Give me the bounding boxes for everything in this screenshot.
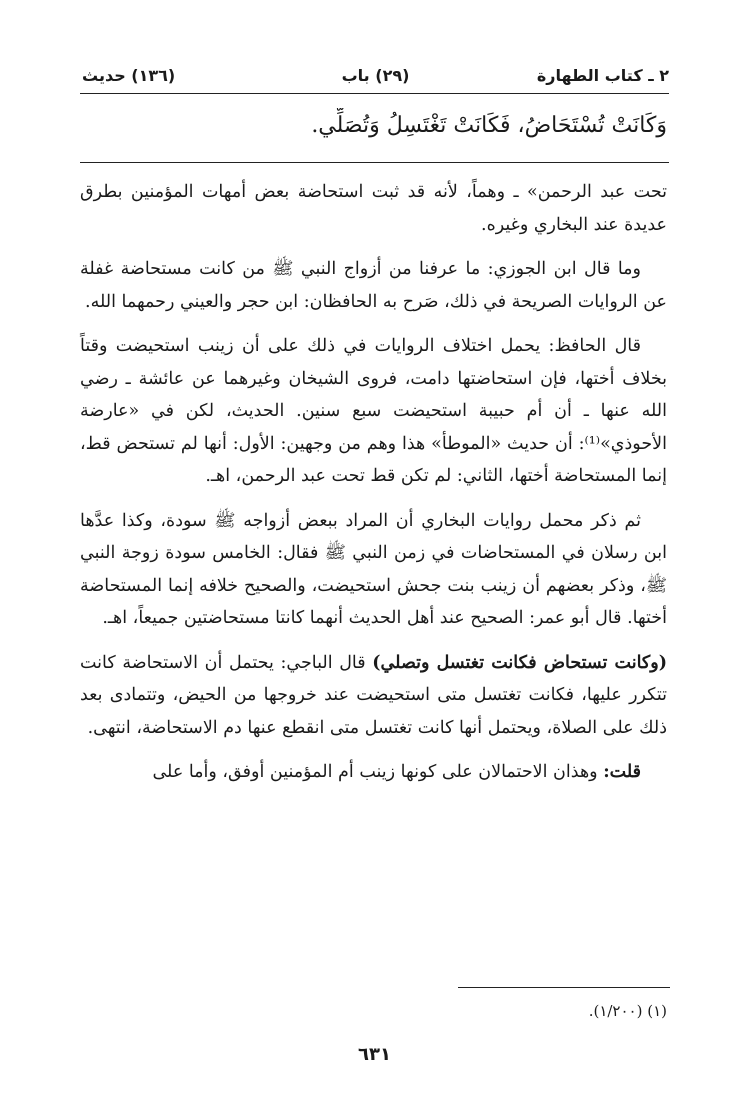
running-header	[82, 66, 669, 92]
quoted-phrase: (وكانت تستحاض فكانت تغتسل وتصلي)	[372, 652, 667, 673]
header-hadith-number: (١٣٦) حديث	[82, 66, 176, 85]
header-book-title: ٢ ـ كتاب الطهارة	[536, 66, 669, 85]
page-number: ٦٣١	[358, 1044, 391, 1065]
text-divider	[80, 162, 669, 163]
note-label: قلت:	[603, 762, 641, 782]
paragraph: تحت عبد الرحمن» ـ وهماً، لأنه قد ثبت استحاضة بعض أمهات المؤمنين بطرق عديدة عند البخاري وغيره.	[80, 182, 667, 235]
footnote: (١) (١/٢٠٠).	[588, 1002, 667, 1020]
paragraph: وما قال ابن الجوزي: ما عرفنا من أزواج النبي ﷺ من كانت مستحاضة غفلة عن الروايات الصريحة في ذلك، صَرح به الحافظان: ابن حجر والعيني رحمهما الله.	[80, 259, 667, 312]
commentary-body	[80, 176, 667, 801]
header-divider	[80, 93, 669, 94]
paragraph-text: قال الباجي: يحتمل أن الاستحاضة كانت تتكرر عليها، فكانت تغتسل متى استحيضت عند خروجها من الحيض، وتتمادى بعد ذلك على الصلاة، ويحتمل أنها كانت تغتسل متى انقطع عنها دم الاستحاضة، انتهى.	[80, 652, 667, 738]
header-chapter: (٢٩) باب	[341, 66, 410, 85]
paragraph-text: وهذان الاحتمالان على كونها زينب أم المؤمنين أوفق، وأما على	[152, 762, 604, 782]
paragraph: قال الحافظ: يحمل اختلاف الروايات في ذلك على أن زينب استحيضت وقتاً بخلاف أختها، فإن استحاضتها دامت، فروى الشيخان وغيرهما عن عائشة ـ رضي الله عنها ـ أن أم حبيبة استحيضت سبع سنين. الحديث، لكن في «عارضة الأحوذي»⁽¹⁾: أن حديث «الموطأ» هذا وهم من وجهين: الأول: أنها لم تستحض قط، إنما المستحاضة أختها، الثاني: لم تكن قط تحت عبد الرحمن، اهـ.	[80, 336, 667, 486]
paragraph	[80, 756, 667, 789]
hadith-text: وَكَانَتْ تُسْتَحَاضُ، فَكَانَتْ تَغْتَسِلُ وَتُصَلِّي.	[311, 113, 667, 138]
paragraph: ثم ذكر محمل روايات البخاري أن المراد ببعض أزواجه ﷺ سودة، وكذا عدَّها ابن رسلان في المستحاضات في زمن النبي ﷺ فقال: الخامس سودة زوجة النبي ﷺ، وذكر بعضهم أن زينب بنت جحش استحيضت، والصحيح خلافه إنما المستحاضة أختها. قال أبو عمر: الصحيح عند أهل الحديث أنهما كانتا مستحاضتين جميعاً، اهـ.	[80, 510, 667, 628]
paragraph	[80, 647, 667, 745]
footnote-divider	[458, 987, 670, 988]
